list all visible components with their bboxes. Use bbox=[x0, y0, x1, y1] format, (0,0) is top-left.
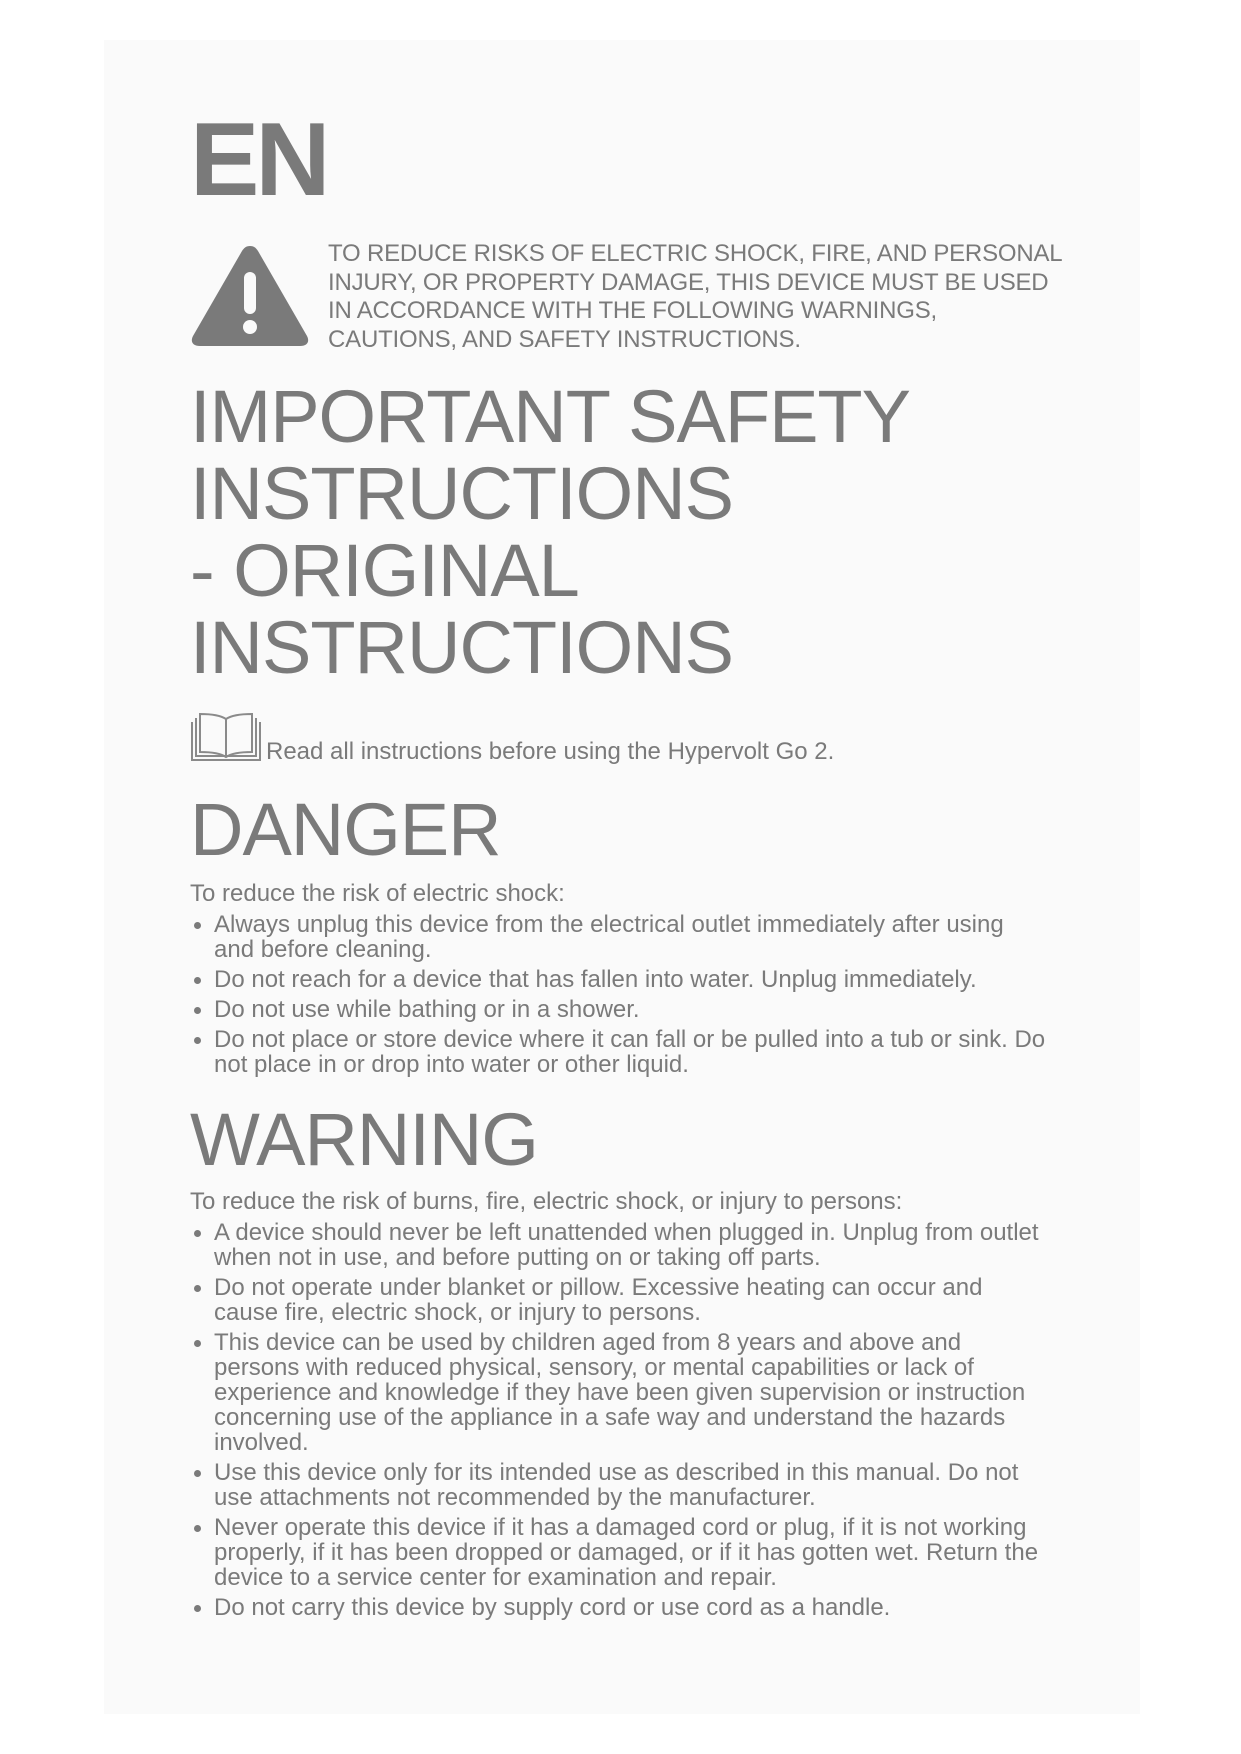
list-item: A device should never be left unattended when plugged in. Unplug from outlet when not in use, and before putting on or taking off parts. bbox=[190, 1220, 1050, 1270]
danger-list bbox=[190, 912, 1050, 1082]
read-instructions-text: Read all instructions before using the Hypervolt Go 2. bbox=[266, 738, 835, 765]
danger-heading: DANGER bbox=[190, 788, 501, 871]
list-item: Always unplug this device from the electrical outlet immediately after using and before cleaning. bbox=[190, 912, 1050, 962]
title-line: INSTRUCTIONS bbox=[190, 452, 733, 535]
list-item: Do not operate under blanket or pillow. Excessive heating can occur and cause fire, electric shock, or injury to persons. bbox=[190, 1275, 1050, 1325]
list-item: Use this device only for its intended use as described in this manual. Do not use attachments not recommended by the manufacturer. bbox=[190, 1460, 1050, 1510]
warning-list bbox=[190, 1220, 1050, 1625]
warning-heading: WARNING bbox=[190, 1098, 538, 1181]
list-item: Do not place or store device where it can fall or be pulled into a tub or sink. Do not place in or drop into water or other liquid. bbox=[190, 1027, 1050, 1077]
open-book-icon bbox=[190, 712, 262, 764]
title-line: - ORIGINAL bbox=[190, 529, 579, 612]
list-item: Never operate this device if it has a damaged cord or plug, if it is not working properly, if it has been dropped or damaged, or if it has gotten wet. Return the device to a service center for examination and repair. bbox=[190, 1515, 1050, 1590]
list-item: Do not carry this device by supply cord or use cord as a handle. bbox=[190, 1595, 1050, 1620]
title-line: INSTRUCTIONS bbox=[190, 606, 733, 689]
language-code: EN bbox=[190, 102, 327, 218]
list-item: Do not reach for a device that has fallen into water. Unplug immediately. bbox=[190, 967, 1050, 992]
page-title bbox=[190, 375, 1090, 689]
warning-intro: To reduce the risk of burns, fire, electric shock, or injury to persons: bbox=[190, 1188, 903, 1215]
warning-triangle-icon bbox=[190, 242, 310, 348]
safety-warning-notice bbox=[190, 240, 1070, 353]
list-item: Do not use while bathing or in a shower. bbox=[190, 997, 1050, 1022]
list-item: This device can be used by children aged from 8 years and above and persons with reduced physical, sensory, or mental capabilities or lack of experience and knowledge if they have been given supervision or instruction concerning use of the appliance in a safe way and understand the hazards involved. bbox=[190, 1330, 1050, 1455]
title-line: IMPORTANT SAFETY bbox=[190, 375, 910, 458]
safety-warning-text: TO REDUCE RISKS OF ELECTRIC SHOCK, FIRE, AND PERSONAL INJURY, OR PROPERTY DAMAGE, THIS DEVICE MUST BE USED IN ACCORDANCE WITH THE FOLLOWING WARNINGS, CAUTIONS, AND SAFETY INSTRUCTIONS. bbox=[328, 240, 1062, 353]
danger-intro: To reduce the risk of electric shock: bbox=[190, 880, 565, 907]
read-instructions-note bbox=[190, 712, 1090, 768]
